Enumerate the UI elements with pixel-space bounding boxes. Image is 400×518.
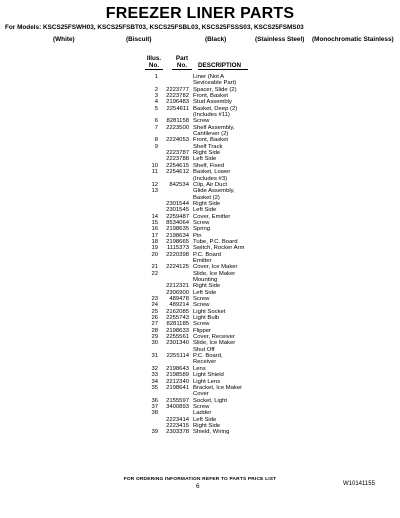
part-description: Basket, Lower: [193, 169, 231, 176]
color-white: (White): [53, 36, 75, 43]
header-part-line1: Part: [175, 55, 189, 62]
illus-number: 36: [151, 397, 158, 404]
part-description: Right Side: [193, 150, 221, 157]
part-description: Liner (Not A: [193, 74, 225, 80]
illus-number: 10: [151, 162, 158, 169]
part-number: 842534: [169, 181, 189, 188]
illus-number: 13: [151, 188, 158, 195]
part-description: Cantilever (2): [193, 131, 229, 138]
part-description: Basket (2): [193, 194, 220, 201]
part-number: 2301545: [166, 207, 189, 214]
illus-number: 27: [151, 321, 158, 328]
illus-number: 4: [154, 99, 158, 106]
part-description: Shield, Wiring: [193, 429, 230, 436]
illus-number: 1: [154, 74, 158, 80]
illus-number: 8: [154, 137, 158, 144]
illus-number: 35: [151, 384, 158, 391]
part-number: 2255561: [166, 334, 189, 341]
part-number: 2223414: [166, 416, 189, 423]
part-number: 2220398: [166, 251, 189, 258]
illus-number: 11: [151, 169, 158, 176]
illus-number: 39: [151, 429, 158, 436]
part-number: 2223500: [166, 124, 189, 131]
part-description: Screw: [193, 403, 210, 410]
part-number: 2223415: [166, 422, 189, 429]
part-number: 489478: [169, 296, 189, 303]
color-biscuit: (Biscuit): [126, 36, 152, 43]
part-description: Cover: [193, 391, 209, 398]
part-number: 2259487: [166, 213, 189, 220]
color-stainless: (Stainless Steel): [255, 36, 305, 43]
part-number: 489214: [169, 302, 189, 309]
illus-number: 14: [151, 213, 158, 220]
header-illus-line1: Illus.: [146, 55, 162, 62]
header-illus-underline: [145, 69, 163, 70]
part-number: 2155597: [166, 397, 189, 404]
header-description: DESCRIPTION: [198, 62, 242, 69]
table-row: [0, 429, 400, 435]
illus-number: 38: [151, 410, 158, 417]
part-number: 2212321: [166, 283, 189, 290]
header-illus-line2: No.: [148, 62, 160, 69]
illus-number: 21: [151, 264, 158, 271]
part-number: 2254612: [166, 169, 189, 176]
illus-number: 16: [151, 226, 158, 233]
part-description: Screw: [193, 302, 210, 309]
part-number: 2162085: [166, 308, 189, 315]
part-number: 2255743: [166, 315, 189, 322]
part-description: Cover, Receiver: [193, 334, 235, 341]
document-number: W10141155: [343, 481, 375, 487]
part-description: Flipper: [193, 327, 212, 334]
part-description: Cover, Ice Maker: [193, 264, 238, 271]
part-number: 2255114: [166, 353, 189, 360]
part-number: 2212340: [166, 378, 189, 385]
part-description: Bracket, Ice Maker: [193, 384, 243, 391]
illus-number: 22: [151, 270, 158, 277]
illus-number: 19: [151, 245, 158, 252]
illus-number: 26: [151, 315, 158, 322]
illus-number: 6: [154, 118, 158, 125]
part-description: Right Side: [193, 200, 221, 207]
part-number: 8281185: [166, 321, 189, 328]
illus-number: 20: [151, 251, 158, 258]
part-number: 2223782: [166, 93, 189, 100]
part-description: Screw: [193, 321, 210, 328]
part-number: 2198589: [166, 372, 189, 379]
part-description: Switch, Rocker Arm: [193, 245, 245, 252]
part-description: Emitter: [193, 257, 212, 264]
part-number: 2301544: [166, 200, 189, 207]
part-description: Left Side: [193, 156, 217, 163]
part-number: 2196483: [166, 99, 189, 106]
part-number: 2198634: [166, 232, 189, 239]
part-description: Left Side: [193, 289, 217, 296]
page-number: 6: [196, 483, 200, 490]
part-description: (Includes #11): [193, 112, 230, 119]
ordering-footer: FOR ORDERING INFORMATION REFER TO PARTS PRICE LIST: [123, 477, 277, 482]
page-title: FREEZER LINER PARTS: [105, 5, 295, 22]
part-number: 2223788: [166, 156, 189, 163]
part-description: Left Side: [193, 207, 217, 214]
illus-number: 17: [151, 232, 158, 239]
illus-number: 30: [151, 340, 158, 347]
part-description: Basket, Deep (2): [193, 105, 238, 112]
part-number: 2198635: [166, 226, 189, 233]
part-description: Shelf Assembly,: [193, 124, 235, 131]
illus-number: 7: [154, 124, 158, 131]
illus-number: 29: [151, 334, 158, 341]
part-description: Shut Off: [193, 346, 215, 353]
part-number: 2223777: [166, 86, 189, 93]
part-number: 2198641: [166, 384, 189, 391]
part-description: Shelf Track: [193, 143, 223, 150]
part-description: Clip, Air Duct: [193, 181, 228, 188]
part-number: 2198665: [166, 238, 189, 245]
part-number: 2223787: [166, 150, 189, 157]
part-number: 2301340: [166, 340, 189, 347]
part-number: 2306900: [166, 289, 189, 296]
part-description: Shelf, Fixed: [193, 162, 225, 169]
part-description: P.C. Board: [193, 251, 222, 258]
part-description: Socket, Light: [193, 397, 228, 404]
part-description: Spring: [193, 226, 211, 233]
part-description: Pin: [193, 232, 202, 239]
part-description: Right Side: [193, 283, 221, 290]
part-description: Screw: [193, 118, 210, 125]
part-description: Cover, Emitter: [193, 213, 231, 220]
part-number: 2303378: [166, 429, 189, 436]
header-description-underline: [198, 69, 248, 70]
illus-number: 28: [151, 327, 158, 334]
part-number: 8281158: [166, 118, 189, 125]
illus-number: 25: [151, 308, 158, 315]
part-description: Ladder: [193, 410, 212, 417]
illus-number: 37: [151, 403, 158, 410]
part-description: Screw: [193, 219, 210, 226]
part-description: Light Socket: [193, 308, 226, 315]
part-number: 2224053: [166, 137, 189, 144]
illus-number: 12: [151, 181, 158, 188]
color-black: (Black): [205, 36, 227, 43]
illus-number: 24: [151, 302, 158, 309]
part-number: 3400893: [166, 403, 189, 410]
illus-number: 18: [151, 238, 158, 245]
part-description: Slide, Ice Maker: [193, 270, 236, 277]
illus-number: 33: [151, 372, 158, 379]
part-description: (Includes #3): [193, 175, 228, 182]
part-number: 2254611: [166, 105, 189, 112]
part-number: 2254615: [166, 162, 189, 169]
part-description: Left Side: [193, 416, 217, 423]
part-description: P.C. Board,: [193, 353, 223, 360]
illus-number: 2: [154, 86, 158, 93]
illus-number: 15: [151, 219, 158, 226]
part-number: 1115373: [166, 245, 189, 252]
part-description: Glide Assembly,: [193, 188, 235, 195]
part-description: Light Lens: [193, 378, 221, 385]
illus-number: 31: [151, 353, 158, 360]
part-description: Tube, P.C. Board: [193, 238, 238, 245]
part-number: 2224125: [166, 264, 189, 271]
header-part-underline: [172, 69, 192, 70]
models-line: For Models: KSCS25FSWH03, KSCS25FSBT03, KSCS25FSBL03, KSCS25FSSS03, KSCS25FSMS03: [5, 24, 304, 31]
part-description: Seviceable Part): [193, 80, 237, 87]
part-number: 2198633: [166, 327, 189, 334]
illus-number: 9: [154, 143, 158, 150]
illus-number: 5: [154, 105, 158, 112]
part-description: Spacer, Slide (2): [193, 86, 237, 93]
part-description: Lens: [193, 365, 206, 372]
part-description: Receiver: [193, 359, 217, 366]
illus-number: 23: [151, 296, 158, 303]
illus-number: 32: [151, 365, 158, 372]
header-part: [171, 55, 193, 69]
part-number: 8534064: [166, 219, 189, 226]
part-description: Slide, Ice Maker: [193, 340, 236, 347]
part-description: Light Bulb: [193, 315, 220, 322]
header-illus: [143, 55, 165, 69]
part-description: Front, Basket: [193, 137, 229, 144]
part-description: Stud Assembly: [193, 99, 232, 106]
header-part-line2: No.: [176, 62, 188, 69]
color-monochromatic: (Monochromatic Stainless): [312, 36, 394, 43]
part-description: Right Side: [193, 422, 221, 429]
part-description: Front, Basket: [193, 93, 229, 100]
parts-table: [0, 74, 400, 436]
part-description: Light Shield: [193, 372, 224, 379]
part-description: Screw: [193, 296, 210, 303]
part-description: Mounting: [193, 277, 218, 283]
illus-number: 3: [154, 93, 158, 100]
part-number: 2198643: [166, 365, 189, 372]
illus-number: 34: [151, 378, 158, 385]
